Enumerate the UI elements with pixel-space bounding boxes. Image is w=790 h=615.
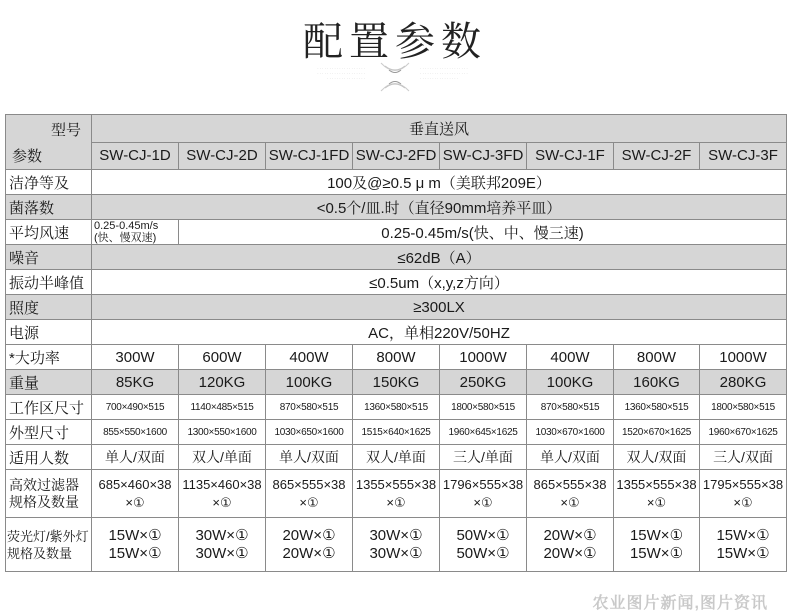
cell (700, 518, 787, 572)
cell: 1960×645×1625 (440, 420, 527, 445)
cell (527, 518, 614, 572)
cell: 单人/双面 (266, 445, 353, 470)
cell-line: 15W×① (108, 526, 162, 544)
model-header: SW-CJ-2F (614, 142, 700, 170)
cell: 85KG (92, 370, 179, 395)
table-row (6, 518, 787, 572)
cell: 1960×670×1625 (700, 420, 787, 445)
cell-line: 15W×① (108, 544, 162, 562)
airspeed-triple-value: 0.25-0.45m/s(快、中、慢三速) (179, 220, 787, 245)
cell: 1030×650×1600 (266, 420, 353, 445)
table-row (6, 345, 787, 370)
cell (92, 518, 179, 572)
cell: 870×580×515 (527, 395, 614, 420)
model-header: SW-CJ-1FD (266, 142, 353, 170)
row-label: 洁净等及 (6, 170, 92, 195)
power-supply-value: AC，单相220V/50HZ (92, 320, 787, 345)
group-header: 垂直送风 (92, 115, 787, 143)
cell (614, 470, 700, 518)
table-row (6, 420, 787, 445)
cell: 双人/单面 (353, 445, 440, 470)
cell-line: ×① (560, 494, 580, 510)
cell: 700×490×515 (92, 395, 179, 420)
cell-line: 865×555×38 (533, 476, 607, 492)
table-row (6, 245, 787, 270)
airspeed-dual-mode: (快、慢双速) (94, 232, 157, 244)
cell-line: 50W×① (456, 544, 510, 562)
cell: 三人/单面 (440, 445, 527, 470)
cell: 1000W (700, 345, 787, 370)
cell: 100KG (527, 370, 614, 395)
cell-line: 1135×460×38 (182, 476, 262, 492)
cell (92, 470, 179, 518)
cell: 1800×580×515 (700, 395, 787, 420)
table-row (6, 270, 787, 295)
row-label: 电源 (6, 320, 92, 345)
cell: 600W (179, 345, 266, 370)
table-row (6, 295, 787, 320)
cleanliness-value: 100及@≥0.5 μ m（美联邦209E） (92, 170, 787, 195)
cell-line: 50W×① (456, 526, 510, 544)
cell: 双人/双面 (614, 445, 700, 470)
cell (266, 518, 353, 572)
illuminance-value: ≥300LX (92, 295, 787, 320)
noise-value: ≤62dB（A） (92, 245, 787, 270)
cell: 三人/双面 (700, 445, 787, 470)
cell-line: ×① (733, 494, 753, 510)
cell-line: ×① (473, 494, 493, 510)
cell: 1030×670×1600 (527, 420, 614, 445)
cell: 855×550×1600 (92, 420, 179, 445)
model-header: SW-CJ-1F (527, 142, 614, 170)
table-row (6, 445, 787, 470)
cell (440, 470, 527, 518)
cell: 400W (266, 345, 353, 370)
cell: 1300×550×1600 (179, 420, 266, 445)
table-row (6, 395, 787, 420)
cell-line: 20W×① (543, 526, 597, 544)
row-label: 重量 (6, 370, 92, 395)
table-row (6, 370, 787, 395)
decorative-text-left: · · · · · · · · · · · · · · · · · · · · · · · · · · · · · · · · · · · · · · · · · · · · · · · · · · · · · · · · (317, 66, 365, 81)
cell-line: 1796×555×38 (442, 476, 524, 492)
filter-label-line2: 规格及数量 (9, 493, 79, 510)
cell (266, 470, 353, 518)
cell-line: 1795×555×38 (702, 476, 784, 492)
cell (179, 470, 266, 518)
cell-line: 1355×555×38 (355, 476, 437, 492)
cell-line: 30W×① (195, 526, 249, 544)
cell: 单人/双面 (527, 445, 614, 470)
cell: 1140×485×515 (179, 395, 266, 420)
colonies-value: <0.5个/皿.时（直径90mm培养平皿） (92, 195, 787, 220)
table-row (6, 470, 787, 518)
table-row (6, 195, 787, 220)
cell: 100KG (266, 370, 353, 395)
corner-model-label: 型号 (50, 122, 81, 139)
row-label: 外型尺寸 (6, 420, 92, 445)
cell: 1515×640×1625 (353, 420, 440, 445)
cell: 1360×580×515 (353, 395, 440, 420)
cell-line: 20W×① (282, 544, 336, 562)
row-label: 菌落数 (6, 195, 92, 220)
page-title: 配置参数 (303, 19, 487, 65)
row-label: *大功率 (6, 345, 92, 370)
watermark: 农业图片新闻,图片资讯 (592, 595, 768, 612)
table-row (6, 220, 787, 245)
cell: 双人/单面 (179, 445, 266, 470)
cell-line: ×① (386, 494, 406, 510)
cell-line: 20W×① (543, 544, 597, 562)
row-label: 振动半峰值 (6, 270, 92, 295)
cell: 150KG (353, 370, 440, 395)
row-label (6, 518, 92, 572)
model-header: SW-CJ-3F (700, 142, 787, 170)
cell (440, 518, 527, 572)
cell-line: 30W×① (369, 526, 423, 544)
model-header: SW-CJ-2FD (353, 142, 440, 170)
vibration-value: ≤0.5um（x,y,z方向） (92, 270, 787, 295)
cell-line: 30W×① (195, 544, 249, 562)
cell: 280KG (700, 370, 787, 395)
header-corner (6, 115, 92, 170)
cell-line: ×① (125, 494, 145, 510)
row-label: 噪音 (6, 245, 92, 270)
cell: 单人/双面 (92, 445, 179, 470)
cell: 800W (353, 345, 440, 370)
cell-line: 685×460×38 (98, 476, 172, 492)
row-label: 照度 (6, 295, 92, 320)
cell: 400W (527, 345, 614, 370)
cell: 1360×580×515 (614, 395, 700, 420)
cell: 160KG (614, 370, 700, 395)
filter-label-line1: 高效过滤器 (9, 476, 79, 493)
cell: 1000W (440, 345, 527, 370)
cell-line: ×① (646, 494, 667, 510)
airspeed-dual-range: 0.25-0.45m/s (94, 220, 159, 232)
cell: 1800×580×515 (440, 395, 527, 420)
lamp-label-line2: 规格及数量 (7, 545, 73, 561)
cell (353, 470, 440, 518)
cell (353, 518, 440, 572)
airspeed-dual-value (92, 220, 179, 245)
cell-line: 865×555×38 (272, 476, 346, 492)
cell-line: 20W×① (282, 526, 336, 544)
cell: 1520×670×1625 (614, 420, 700, 445)
cell: 120KG (179, 370, 266, 395)
row-label: 适用人数 (6, 445, 92, 470)
cell-line: ×① (299, 494, 319, 510)
row-label: 工作区尺寸 (6, 395, 92, 420)
model-header: SW-CJ-2D (179, 142, 266, 170)
row-label (6, 470, 92, 518)
cell (179, 518, 266, 572)
table-row (6, 170, 787, 195)
cell: 800W (614, 345, 700, 370)
cell-line: 15W×① (629, 544, 684, 562)
model-header: SW-CJ-3FD (440, 142, 527, 170)
cell: 300W (92, 345, 179, 370)
corner-param-label: 参数 (12, 148, 43, 165)
cell-line: 15W×① (629, 526, 684, 544)
spec-table (5, 114, 787, 572)
cell: 250KG (440, 370, 527, 395)
cell-line: 30W×① (369, 544, 423, 562)
cell: 870×580×515 (266, 395, 353, 420)
cell-line: 15W×① (716, 544, 770, 562)
model-header: SW-CJ-1D (92, 142, 179, 170)
cell-line: 1355×555×38 (616, 476, 697, 492)
row-label: 平均风速 (6, 220, 92, 245)
decorative-text-right: · · · · · · · · · · · · · · · · · · · · · · · · · · · · · · · · · · · · · · · · · · · · · · · · · · · · · · · · (420, 66, 468, 81)
lamp-label-line1: 荧光灯/紫外灯 (7, 528, 89, 544)
cell (700, 470, 787, 518)
cell (614, 518, 700, 572)
cell-line: 15W×① (716, 526, 770, 544)
cell-line: ×① (212, 494, 232, 510)
table-row (6, 320, 787, 345)
cell (527, 470, 614, 518)
